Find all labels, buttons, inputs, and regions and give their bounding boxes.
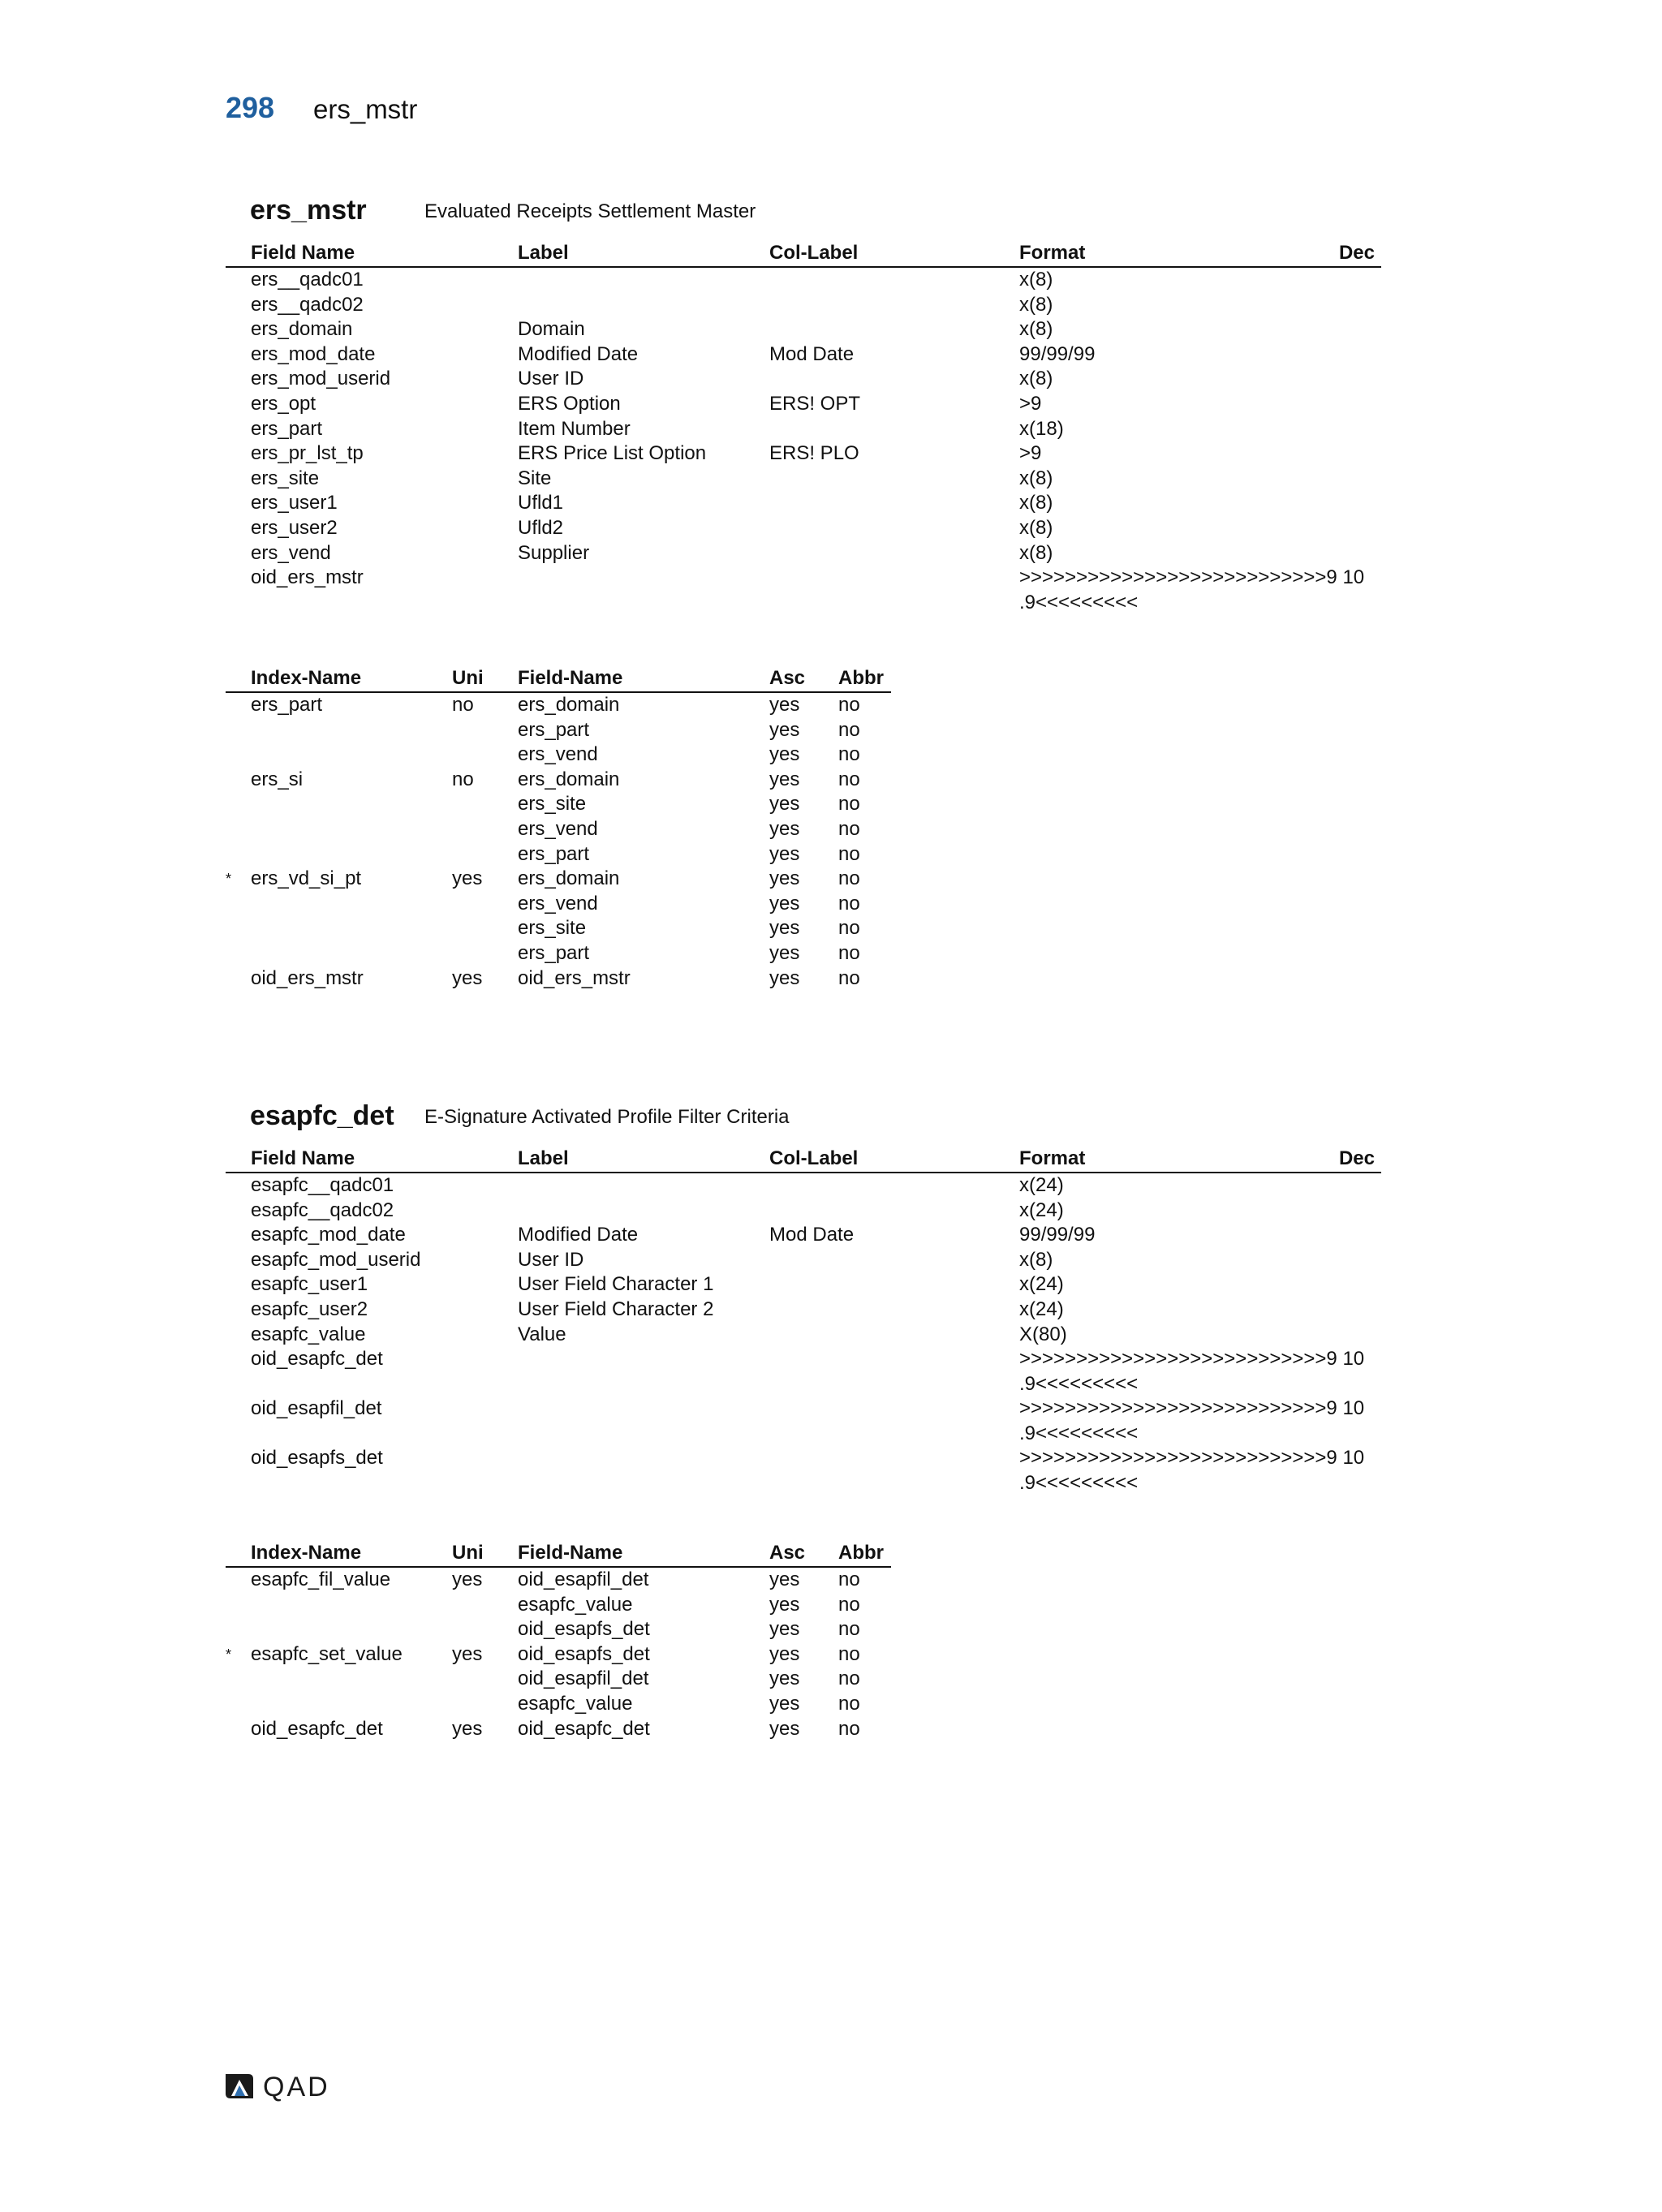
field-name: ers_pr_lst_tp: [251, 442, 364, 465]
index-header-row: [226, 1540, 891, 1568]
index-row: [226, 1617, 891, 1642]
index-field-name: esapfc_value: [518, 1593, 633, 1616]
field-row: [226, 1323, 1381, 1348]
index-field-name: ers_vend: [518, 743, 598, 766]
index-row: [226, 1717, 891, 1742]
index-ascending: yes: [769, 768, 800, 790]
index-row: [226, 941, 891, 966]
index-ascending: yes: [769, 1569, 800, 1590]
field-row: [226, 441, 1381, 467]
index-ascending: yes: [769, 694, 800, 716]
index-ascending: yes: [769, 1593, 800, 1616]
field-format: x(18): [1019, 417, 1064, 440]
index-abbreviated: no: [838, 1569, 860, 1590]
index-ascending: yes: [769, 892, 800, 914]
field-label: ERS Price List Option: [518, 442, 707, 465]
index-abbreviated: no: [838, 793, 860, 816]
index-header-row: [226, 665, 891, 693]
header-dec: Dec: [1338, 242, 1375, 264]
field-format: x(24): [1019, 1174, 1064, 1196]
index-unique: yes: [452, 966, 483, 989]
index-field-name: ers_vend: [518, 817, 598, 840]
index-row: [226, 1692, 891, 1717]
field-format: x(8): [1019, 1248, 1053, 1271]
table-name: ers_mstr: [250, 195, 367, 226]
qad-logo-icon: [224, 2072, 255, 2100]
index-row: [226, 693, 891, 718]
field-row: [226, 467, 1381, 492]
field-name: oid_esapfc_det: [251, 1348, 383, 1371]
index-ascending: yes: [769, 941, 800, 964]
header-field-name: Field-Name: [518, 667, 623, 689]
field-name: ers__qadc02: [251, 293, 364, 316]
index-name: ers_vd_si_pt: [251, 867, 362, 890]
index-field-name: oid_esapfs_det: [518, 1642, 650, 1665]
header-col-label: Col-Label: [769, 242, 859, 264]
field-header-row: [226, 1146, 1381, 1173]
field-format: x(24): [1019, 1273, 1064, 1296]
index-unique: yes: [452, 1642, 483, 1665]
index-row: [226, 742, 891, 768]
field-row: [226, 1199, 1381, 1224]
index-field-name: ers_domain: [518, 867, 620, 890]
header-uni: Uni: [452, 1542, 484, 1564]
field-row: [226, 491, 1381, 516]
primary-index-marker: *: [226, 871, 232, 888]
index-row: [226, 1642, 891, 1668]
field-name: ers_user2: [251, 516, 338, 539]
index-ascending: yes: [769, 817, 800, 840]
index-field-name: ers_domain: [518, 768, 620, 790]
field-format: x(8): [1019, 516, 1053, 539]
field-format: 99/99/99: [1019, 342, 1096, 365]
header-format: Format: [1019, 242, 1086, 264]
index-abbreviated: no: [838, 718, 860, 741]
index-field-name: ers_vend: [518, 892, 598, 914]
field-format: 99/99/99: [1019, 1224, 1096, 1246]
index-unique: yes: [452, 1717, 483, 1740]
field-name: ers_user1: [251, 492, 338, 514]
field-row: [226, 317, 1381, 342]
table-name: esapfc_det: [250, 1100, 394, 1131]
table-description: E-Signature Activated Profile Filter Criteria: [424, 1106, 790, 1128]
table-description: Evaluated Receipts Settlement Master: [424, 200, 756, 222]
index-field-name: ers_domain: [518, 694, 620, 716]
index-row: [226, 867, 891, 892]
field-row: [226, 342, 1381, 368]
field-row: [226, 417, 1381, 442]
field-name: oid_esapfil_det: [251, 1397, 382, 1420]
field-format: x(8): [1019, 467, 1053, 489]
index-abbreviated: no: [838, 966, 860, 989]
index-row: [226, 817, 891, 842]
field-row: [226, 1347, 1381, 1396]
index-field-name: oid_esapfs_det: [518, 1618, 650, 1641]
field-name: esapfc__qadc01: [251, 1174, 394, 1196]
field-row: [226, 1272, 1381, 1298]
field-label: Modified Date: [518, 342, 639, 365]
field-name: oid_ers_mstr: [251, 566, 364, 589]
field-label: User Field Character 1: [518, 1273, 714, 1296]
index-row: [226, 1667, 891, 1692]
index-ascending: yes: [769, 1717, 800, 1740]
index-row: [226, 768, 891, 793]
index-row: [226, 966, 891, 992]
field-row: [226, 1396, 1381, 1446]
field-name: ers_site: [251, 467, 320, 489]
header-abbr: Abbr: [838, 667, 884, 689]
index-ascending: yes: [769, 1618, 800, 1641]
field-name: esapfc_mod_date: [251, 1224, 406, 1246]
field-row: [226, 1248, 1381, 1273]
field-row: [226, 367, 1381, 392]
index-field-name: ers_site: [518, 793, 587, 816]
index-ascending: yes: [769, 718, 800, 741]
field-name: ers_mod_userid: [251, 368, 391, 390]
index-table-esapfc-det: [226, 1540, 891, 1741]
index-name: esapfc_fil_value: [251, 1569, 391, 1590]
field-row: [226, 516, 1381, 541]
field-name: ers_part: [251, 417, 323, 440]
index-row: [226, 916, 891, 941]
page-header-title: ers_mstr: [313, 94, 418, 124]
field-format: >>>>>>>>>>>>>>>>>>>>>>>>>>>9 10 .9<<<<<<<<<: [1019, 566, 1365, 613]
index-ascending: yes: [769, 1668, 800, 1690]
field-label: Item Number: [518, 417, 631, 440]
field-name: esapfc_mod_userid: [251, 1248, 421, 1271]
field-name: esapfc__qadc02: [251, 1199, 394, 1221]
index-field-name: oid_esapfil_det: [518, 1569, 649, 1590]
logo-text: QAD: [263, 2072, 330, 2102]
field-name: ers_opt: [251, 392, 316, 415]
index-table-ers-mstr: [226, 665, 891, 991]
index-abbreviated: no: [838, 817, 860, 840]
index-row: [226, 1568, 891, 1593]
index-abbreviated: no: [838, 1642, 860, 1665]
field-format: x(8): [1019, 318, 1053, 341]
index-abbreviated: no: [838, 892, 860, 914]
field-row: [226, 1223, 1381, 1248]
field-label: Site: [518, 467, 552, 489]
field-label: Ufld2: [518, 516, 564, 539]
index-name: ers_part: [251, 694, 323, 716]
field-row: [226, 1173, 1381, 1199]
index-row: [226, 718, 891, 743]
field-name: esapfc_value: [251, 1323, 366, 1345]
index-unique: no: [452, 694, 474, 716]
page-number: 298: [226, 91, 275, 124]
header-field-name: Field-Name: [518, 1542, 623, 1564]
index-abbreviated: no: [838, 1593, 860, 1616]
index-field-name: oid_esapfc_det: [518, 1717, 650, 1740]
index-unique: yes: [452, 867, 483, 890]
index-ascending: yes: [769, 1692, 800, 1715]
field-format: >9: [1019, 392, 1042, 415]
index-abbreviated: no: [838, 1618, 860, 1641]
index-abbreviated: no: [838, 917, 860, 940]
index-abbreviated: no: [838, 1692, 860, 1715]
field-format: >9: [1019, 442, 1042, 465]
field-format: x(8): [1019, 293, 1053, 316]
field-format: x(8): [1019, 269, 1053, 290]
index-field-name: esapfc_value: [518, 1692, 633, 1715]
field-label: User ID: [518, 368, 584, 390]
index-abbreviated: no: [838, 842, 860, 865]
index-field-name: ers_part: [518, 718, 590, 741]
index-name: oid_esapfc_det: [251, 1717, 383, 1740]
header-uni: Uni: [452, 667, 484, 689]
header-format: Format: [1019, 1147, 1086, 1169]
field-label: User Field Character 2: [518, 1298, 714, 1320]
field-table-ers-mstr: [226, 240, 1381, 615]
field-format: >>>>>>>>>>>>>>>>>>>>>>>>>>>9 10 .9<<<<<<<<<: [1019, 1348, 1365, 1395]
index-unique: no: [452, 768, 474, 790]
index-ascending: yes: [769, 1642, 800, 1665]
index-abbreviated: no: [838, 768, 860, 790]
primary-index-marker: *: [226, 1646, 232, 1663]
field-header-row: [226, 240, 1381, 268]
index-ascending: yes: [769, 867, 800, 890]
field-col-label: ERS! OPT: [769, 392, 861, 415]
header-asc: Asc: [769, 1542, 806, 1564]
index-ascending: yes: [769, 842, 800, 865]
header-field-name: Field Name: [251, 1147, 355, 1169]
field-row: [226, 268, 1381, 293]
header-dec: Dec: [1338, 1147, 1375, 1169]
header-label: Label: [518, 1147, 569, 1169]
index-name: ers_si: [251, 768, 304, 790]
index-ascending: yes: [769, 966, 800, 989]
field-label: ERS Option: [518, 392, 621, 415]
header-index-name: Index-Name: [251, 1542, 362, 1564]
field-format: x(8): [1019, 541, 1053, 564]
index-name: oid_ers_mstr: [251, 966, 364, 989]
field-col-label: Mod Date: [769, 1224, 855, 1246]
field-row: [226, 293, 1381, 318]
field-name: oid_esapfs_det: [251, 1447, 383, 1470]
index-row: [226, 1593, 891, 1618]
header-index-name: Index-Name: [251, 667, 362, 689]
field-label: Supplier: [518, 541, 590, 564]
header-label: Label: [518, 242, 569, 264]
field-format: x(8): [1019, 368, 1053, 390]
field-name: ers__qadc01: [251, 269, 364, 290]
index-row: [226, 842, 891, 867]
field-name: esapfc_user1: [251, 1273, 368, 1296]
index-row: [226, 892, 891, 917]
field-row: [226, 541, 1381, 566]
field-label: Ufld1: [518, 492, 564, 514]
field-format: x(8): [1019, 492, 1053, 514]
field-label: Domain: [518, 318, 585, 341]
index-field-name: ers_site: [518, 917, 587, 940]
index-field-name: ers_part: [518, 941, 590, 964]
field-table-esapfc-det: [226, 1146, 1381, 1495]
index-unique: yes: [452, 1569, 483, 1590]
index-name: esapfc_set_value: [251, 1642, 403, 1665]
field-col-label: ERS! PLO: [769, 442, 859, 465]
field-format: >>>>>>>>>>>>>>>>>>>>>>>>>>>9 10 .9<<<<<<<<<: [1019, 1397, 1365, 1444]
field-col-label: Mod Date: [769, 342, 855, 365]
field-label: Modified Date: [518, 1224, 639, 1246]
field-row: [226, 1446, 1381, 1495]
index-ascending: yes: [769, 743, 800, 766]
index-ascending: yes: [769, 917, 800, 940]
qad-logo: [224, 2071, 346, 2103]
field-row: [226, 392, 1381, 417]
header-abbr: Abbr: [838, 1542, 884, 1564]
header-asc: Asc: [769, 667, 806, 689]
field-format: >>>>>>>>>>>>>>>>>>>>>>>>>>>9 10 .9<<<<<<<<<: [1019, 1447, 1365, 1494]
header-field-name: Field Name: [251, 242, 355, 264]
index-field-name: oid_esapfil_det: [518, 1668, 649, 1690]
field-label: User ID: [518, 1248, 584, 1271]
index-field-name: ers_part: [518, 842, 590, 865]
index-ascending: yes: [769, 793, 800, 816]
field-format: X(80): [1019, 1323, 1067, 1345]
index-abbreviated: no: [838, 743, 860, 766]
header-col-label: Col-Label: [769, 1147, 859, 1169]
index-abbreviated: no: [838, 867, 860, 890]
field-row: [226, 566, 1381, 615]
index-row: [226, 792, 891, 817]
field-format: x(24): [1019, 1199, 1064, 1221]
field-name: ers_domain: [251, 318, 353, 341]
index-abbreviated: no: [838, 694, 860, 716]
index-field-name: oid_ers_mstr: [518, 966, 631, 989]
index-abbreviated: no: [838, 1668, 860, 1690]
field-name: ers_vend: [251, 541, 331, 564]
index-abbreviated: no: [838, 941, 860, 964]
field-name: ers_mod_date: [251, 342, 376, 365]
field-name: esapfc_user2: [251, 1298, 368, 1320]
field-row: [226, 1298, 1381, 1323]
index-abbreviated: no: [838, 1717, 860, 1740]
field-label: Value: [518, 1323, 566, 1345]
field-format: x(24): [1019, 1298, 1064, 1320]
